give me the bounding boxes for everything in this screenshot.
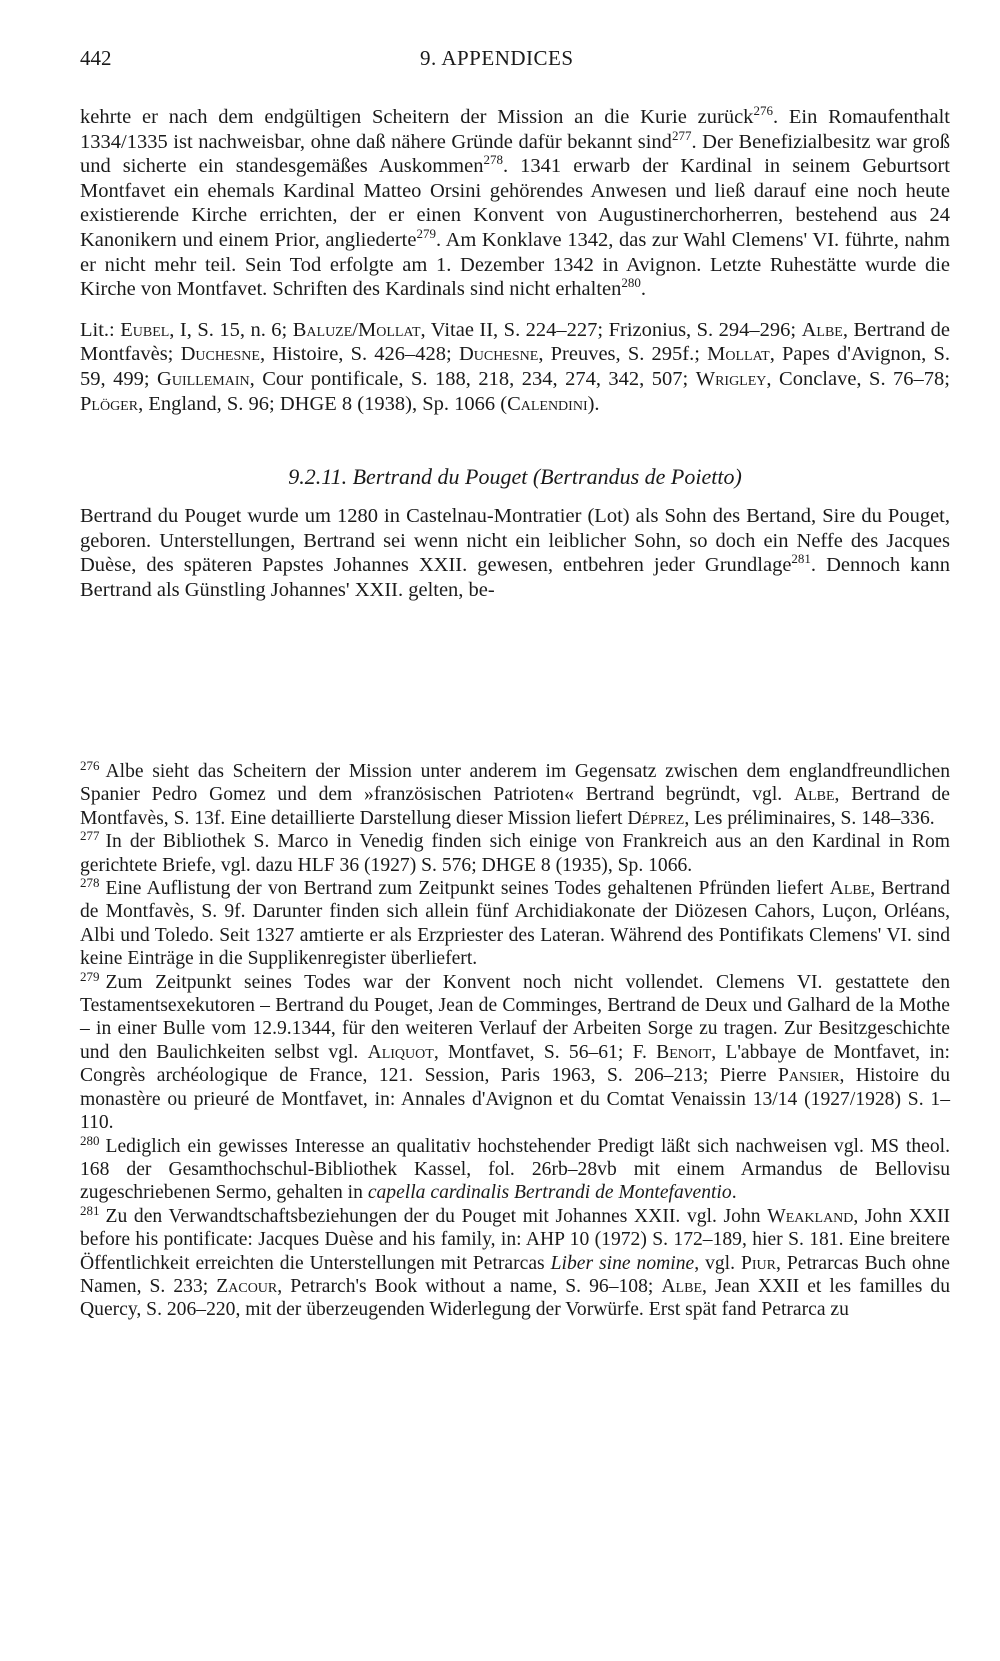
footnote-number: 281 — [80, 1202, 100, 1218]
section-heading: 9.2.11. Bertrand du Pouget (Bertrandus de Poietto) — [288, 464, 742, 490]
author-name: Piur — [740, 1252, 776, 1274]
footnote-number: 278 — [80, 875, 100, 891]
text-run: . — [640, 278, 647, 301]
footnote-279 — [80, 968, 950, 1135]
running-title: 9. APPENDICES — [420, 46, 574, 70]
text-run: Zu den Verwandtschaftsbeziehungen der du Pouget mit Johannes XXII. vgl. John — [105, 1205, 768, 1227]
text-run: , Montfavet, S. 56–61; F. — [433, 1041, 657, 1063]
author-name: Eubel — [120, 318, 170, 341]
author-name: Mollat — [707, 343, 770, 366]
text-run: . Der Benefizialbesitz war groß und sicherte ein standesgemäßes Auskommen — [80, 130, 950, 178]
italic-title: Liber sine nomine — [550, 1252, 695, 1274]
author-name: Baluze/Mollat — [292, 318, 421, 341]
text-run: , Vitae II, S. 224–227; Frizonius, S. 294–296; — [420, 318, 802, 341]
text-run: Lit.: — [80, 318, 121, 341]
italic-title: capella cardinalis Bertrandi de Montefaventio — [367, 1182, 732, 1204]
text-run: , Histoire, S. 426–428; — [259, 343, 459, 366]
footnote-ref[interactable]: 278 — [483, 152, 503, 168]
footnote-ref[interactable]: 277 — [671, 127, 692, 143]
text-run: , Bertrand de Montfavès, S. 13f. Eine detaillierte Darstellung dieser Mission liefert — [80, 784, 950, 829]
text-run: Eine Auflistung der von Bertrand zum Zeitpunkt seines Todes gehaltenen Pfründen liefert — [105, 878, 830, 900]
author-name: Albe — [793, 784, 835, 806]
text-run: Lediglich ein gewisses Interesse an qualitativ hochstehender Predigt läßt sich nachweisen vgl. MS theol. 168 der Gesamthochschul-Bibliothek Kassel, fol. 26rb–28vb mit einem Armandus de Bellovisu zugeschriebenen Sermo, gehalten in — [80, 1135, 950, 1204]
footnote-ref[interactable]: 276 — [753, 103, 773, 118]
footnote-ref[interactable]: 279 — [416, 225, 436, 241]
main-text — [80, 105, 950, 603]
author-name: Calendini — [507, 392, 588, 415]
footnote-number: 277 — [80, 828, 100, 844]
running-header — [80, 46, 950, 76]
footnote-number: 279 — [80, 968, 100, 984]
footnote-276 — [80, 760, 950, 830]
author-name: Albe — [661, 1275, 702, 1297]
footnote-281 — [80, 1202, 951, 1322]
text-run: , Cour pontificale, S. 188, 218, 234, 274, 342, 507; — [249, 367, 696, 390]
text-run: . Am Konklave 1342, das zur Wahl Clemens' VI. führte, nahm er nicht mehr teil. Sein Tod erfolgte am 1. Dezember 1342 in Avignon. Letzte Ruhestätte wurde die Kirche von Montfavet. Schriften des Kardinals sind nicht erhalten — [80, 228, 951, 301]
text-run: , Preuves, S. 295f.; — [538, 343, 708, 366]
author-name: Zacour — [216, 1275, 278, 1297]
text-run: , Jean XXII et les familles du Quercy, S. 206–220, mit der überzeugenden Widerlegung der Vorwürfe. Erst spät fand Petrarca zu — [80, 1275, 950, 1321]
author-name: Guillemain — [157, 367, 250, 390]
text-run: , Bertrand de Montfavès, S. 9f. Darunter finden sich allein fünf Archidiakonate der Diözesen Cahors, Luçon, Orléans, Albi und Toledo. Seit 1327 amtierte er als Erzpriester des Lateran. Während des Pontifikats Clemens' VI. sind keine Einträge in die Supplikenregister überliefert. — [80, 878, 950, 970]
text-run: , Papes d'Avignon, S. 59, 499; — [80, 343, 951, 390]
page-number: 442 — [80, 46, 112, 70]
text-run: , vgl. — [694, 1252, 741, 1274]
footnote-ref[interactable]: 281 — [791, 551, 811, 567]
author-name: Albe — [829, 878, 871, 900]
footnote-280 — [80, 1132, 950, 1205]
text-run: . Ein Romaufenthalt 1334/1335 ist nachweisbar, ohne daß nähere Gründe dafür bekannt sind — [80, 106, 950, 153]
author-name: Déprez — [627, 807, 685, 829]
author-name: Duchesne — [180, 343, 260, 366]
text-run: , Petrarch's Book without a name, S. 96–108; — [277, 1275, 662, 1297]
footnotes — [80, 760, 950, 1322]
text-run: , Histoire du monastère ou prieuré de Montfavet, in: Annales d'Avignon et du Comtat Venaissin 13/14 (1927/1928) S. 1–110. — [80, 1065, 950, 1134]
footnote-number: 276 — [80, 758, 100, 773]
literature-list — [80, 318, 950, 416]
footnote-278 — [80, 877, 950, 971]
text-run: In der Bibliothek S. Marco in Venedig finden sich einige von Frankreich aus an den Kardinal in Rom gerichtete Briefe, vgl. dazu HLF 36 (1927) S. 576; DHGE 8 (1935), Sp. 1066. — [80, 831, 950, 876]
body-paragraph — [80, 504, 950, 602]
author-name: Plöger — [80, 392, 139, 415]
text-run: , Bertrand de Montfavès; — [80, 318, 950, 366]
text-run: , John XXII before his pontificate: Jacques Duèse and his family, in: AHP 10 (1972) S. 172–189, hier S. 181. Eine breitere Öffentlichkeit erreichten die Unterstellungen mit Petrarcas — [80, 1205, 951, 1274]
author-name: Weakland — [767, 1205, 854, 1227]
author-name: Duchesne — [458, 343, 539, 366]
author-name: Benoit — [656, 1041, 712, 1063]
author-name: Aliquot — [367, 1041, 434, 1063]
body-paragraph — [80, 105, 950, 302]
text-run: , Conclave, S. 76–78; — [766, 367, 950, 390]
text-run: , Les préliminaires, S. 148–336. — [684, 807, 935, 829]
text-run: kehrte er nach dem endgültigen Scheitern der Mission an die Kurie zurück — [80, 106, 754, 128]
text-run: , L'abbaye de Montfavet, in: Congrès archéologique de France, 121. Session, Paris 1963, S. 206–213; Pierre — [80, 1041, 950, 1087]
text-run: ). — [587, 392, 600, 415]
text-run: . 1341 erwarb der Kardinal in seinem Geburtsort Montfavet ein ehemals Kardinal Matteo Orsini gehörendes Anwesen und ließ darauf eine noch heute existierende Kirche errichten, der er einen Konvent von Augustinerchorherren, bestehend aus 24 Kanonikern und einem Prior, angliederte — [80, 155, 950, 251]
text-run: , Petrarcas Buch ohne Namen, S. 233; — [80, 1252, 951, 1297]
text-run: , I, S. 15, n. 6; — [169, 318, 293, 341]
text-run: Bertrand du Pouget wurde um 1280 in Castelnau-Montratier (Lot) als Sohn des Bertand, Sire du Pouget, geboren. Unterstellungen, Bertrand sei wenn nicht ein leiblicher Sohn, so doch ein Neffe des Jacques Duèse, des späteren Papstes Johannes XXII. gewesen, entbehren jeder Grundlage — [80, 505, 950, 577]
footnote-number: 280 — [80, 1132, 100, 1148]
footnote-ref[interactable]: 280 — [621, 275, 641, 291]
text-run: , England, S. 96; DHGE 8 (1938), Sp. 1066 ( — [138, 392, 508, 415]
footnote-277 — [80, 830, 950, 877]
author-name: Wrigley — [695, 367, 767, 390]
text-run: Zum Zeitpunkt seines Todes war der Konvent noch nicht vollendet. Clemens VI. gestattete den Testamentsexekutoren – Bertrand du Pouget, Jean de Comminges, Bertrand de Deux und Galhard de la Mothe – in einer Bulle vom 12.9.1344, für den weiteren Verlauf der Arbeiten Sorge zu tragen. Zur Besitzgeschichte und den Baulichkeiten selbst vgl. — [80, 971, 950, 1063]
text-run: . — [731, 1182, 737, 1204]
text-run: Albe sieht das Scheitern der Mission unter anderem im Gegensatz zwischen dem englandfreundlichen Spanier Pedro Gomez und dem »französischen Patrioten« Bertrand begründt, vgl. — [80, 761, 950, 806]
author-name: Albe — [801, 318, 843, 341]
text-run: . Dennoch kann Bertrand als Günstling Johannes' XXII. gelten, be- — [80, 554, 950, 601]
author-name: Pansier — [777, 1065, 840, 1087]
